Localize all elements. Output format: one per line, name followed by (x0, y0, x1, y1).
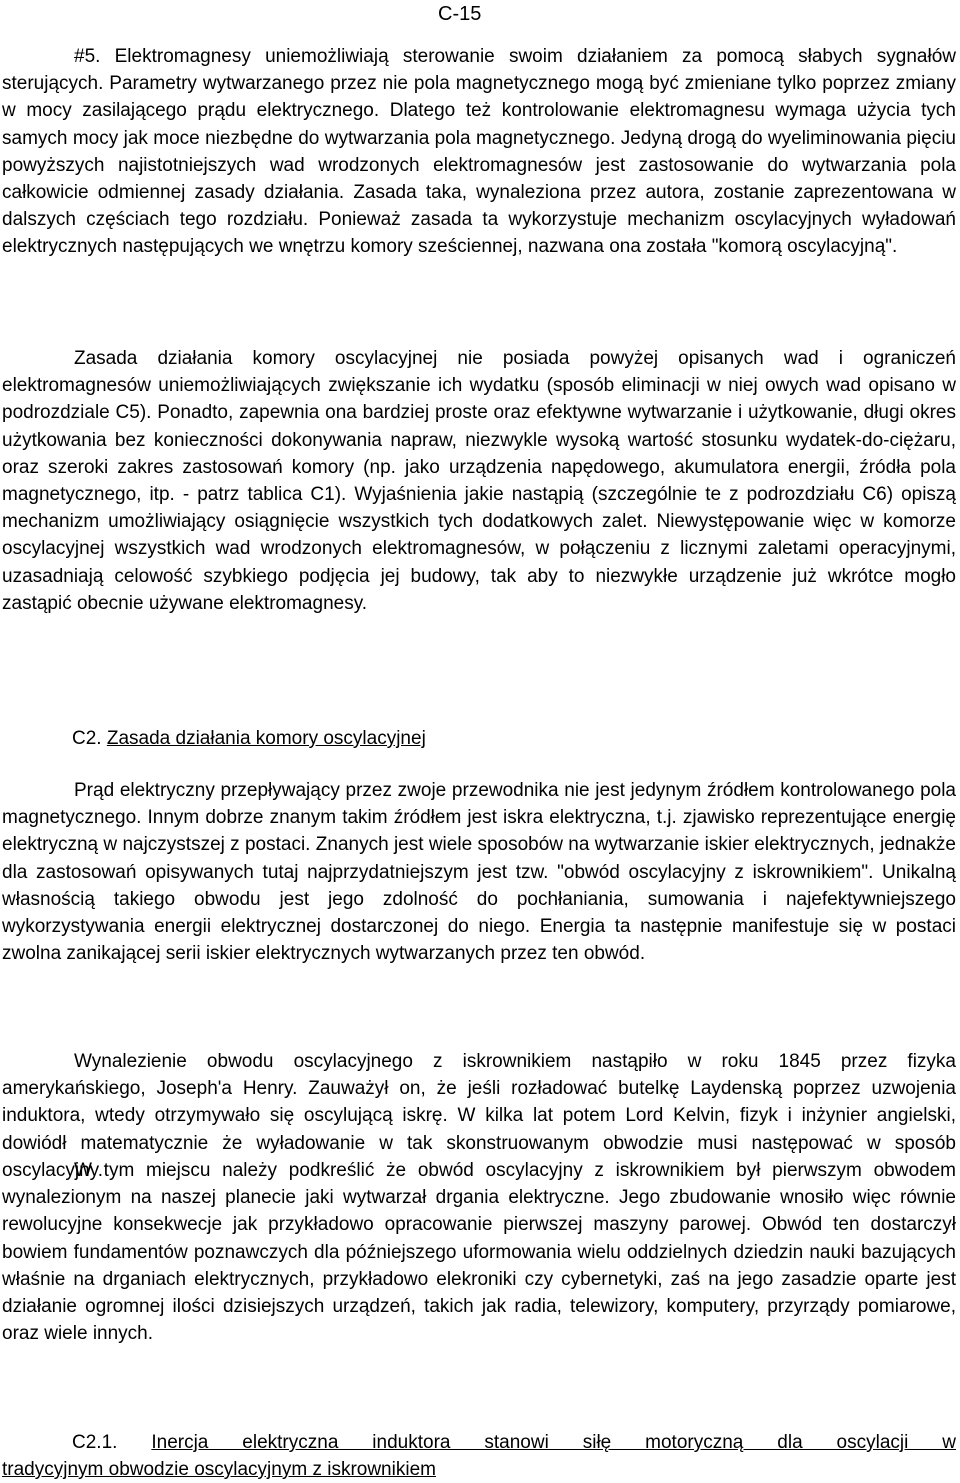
section-c2-number: C2. (72, 728, 102, 749)
section-c2-title: Zasada działania komory oscylacyjnej (106, 728, 426, 749)
paragraph-2: Zasada działania komory oscylacyjnej nie posiada powyżej opisanych wad i ograniczeń elektromagnesów uniemożliwiających zwiększanie ich wydatku (sposób eliminacji w niej owych wad opisano w podrozdziale C5). Ponadto, zapewnia ona bardziej proste oraz efektywne wytwarzanie i użytkowanie, długi okres użytkowania bez konieczności dokonywania napraw, niezwykle wysoką wartość stosunku wydatek-do-ciężaru, oraz szeroki zakres zastosowań komory (np. jako urządzenia napędowego, akumulatora energii, źródła pola magnetycznego, itp. - patrz tablica C1). Wyjaśnienia jakie nastąpią (szczególnie te z podrozdziału C6) opiszą mechanizm umożliwiający osiągnięcie wszystkich tych dodatkowych zalet. Niewystępowanie więc w komorze oscylacyjnej wszystkich wad wrodzonych elektromagnesów, w połączeniu z licznymi zaletami operacyjnymi, uzasadniają celowość szybkiego podjęcia jej budowy, tak aby to niezwykłe urządzenie już wkrótce mogło zastąpić obecnie używane elektromagnesy. (2, 348, 956, 614)
section-c21-title-line-1: Inercja elektryczna induktora stanowi siłę motoryczną dla oscylacji w (151, 1432, 956, 1453)
section-c21-heading (2, 1429, 956, 1483)
section-c2-heading (2, 725, 956, 752)
section-c21-line-2 (2, 1456, 956, 1483)
section-c21-number: C2.1. (72, 1432, 118, 1453)
section-c21-line-1 (2, 1429, 956, 1456)
page-number: C-15 (438, 3, 482, 25)
c2-paragraph-1: Prąd elektryczny przepływający przez zwoje przewodnika nie jest jedynym źródłem kontrolowanego pola magnetycznego. Innym dobrze znanym takim źródłem jest iskra elektryczna, t.j. zjawisko reprezentujące energię elektryczną w najczystszej z postaci. Znanych jest wiele sposobów na wytwarzanie iskier elektrycznych, jednakże dla zastosowań opisywanych tutaj najprzydatniejszym jest tzw. "obwód oscylacyjny z iskrownikiem". Unikalną własnością takiego obwodu jest jego zdolność do pochłaniania, sumowania i najefektywniejszego wykorzystywania energii elektrycznej dostarczonej do niego. Energia ta następnie manifestuje się w postaci zwolna zanikającej serii iskier elektrycznych wytwarzanych przez ten obwód. (2, 780, 956, 965)
c2-paragraph-3: W tym miejscu należy podkreślić że obwód oscylacyjny z iskrownikiem był pierwszym obwodem wynalezionym na naszej planecie jaki wytwarzał drgania elektryczne. Jego zbudowanie wnosiło więc równie rewolucyjne konsekwecje jak przykładowo opracowanie pierwszej maszyny parowej. Obwód ten dostarczył bowiem fundamentów poznawczych dla późniejszego uformowania wielu oddzielnych dziedzin nauki bazujących właśnie na drganiach elektrycznych, przykładowo elekroniki czy cybernetyki, zaś na jego zasadzie oparte jest działanie ogromnej ilości dzisiejszych urządzeń, takich jak radia, telewizory, komputery, przyrządy pomiarowe, oraz wiele innych. (2, 1160, 956, 1345)
c2-paragraph-2: Wynalezienie obwodu oscylacyjnego z iskrownikiem nastąpiło w roku 1845 przez fizyka amerykańskiego, Joseph'a Henry. Zauważył on, że jeśli rozładować butelkę Laydenską poprzez uzwojenia induktora, wtedy otrzymywało się oscylującą iskrę. W kilka lat potem Lord Kelvin, fizyk i inżynier angielski, dowiódł matematycznie że wyładowanie w tak skonstruowanym obwodzie musi następować w sposób oscylacyjny. (2, 1051, 956, 1181)
intro-paragraph: #5. Elektromagnesy uniemożliwiają sterowanie swoim działaniem za pomocą słabych sygnałów sterujących. Parametry wytwarzanego przez nie pola magnetycznego mogą być zmieniane tylko poprzez zmiany w mocy zasilającego prądu elektrycznego. Dlatego też kontrolowanie elektromagnesu wymaga użycia tych samych mocy jak moce niezbędne do wytwarzania pola magnetycznego. Jedyną drogą do wyeliminowania pięciu powyższych najistotniejszych wad wrodzonych elektromagnesów jest zastosowanie do wytwarzania pola całkowicie odmiennej zasady działania. Zasada taka, wynaleziona przez autora, zostanie zaprezentowana w dalszych częściach tego rozdziału. Ponieważ zasada ta wykorzystuje mechanizm oscylacyjnych wyładowań elektrycznych następujących we wnętrzu komory sześciennej, nazwana ona została "komorą oscylacyjną". (2, 46, 956, 258)
section-c21-title-line-2: tradycyjnym obwodzie oscylacyjnym z iskrownikiem (2, 1459, 436, 1480)
